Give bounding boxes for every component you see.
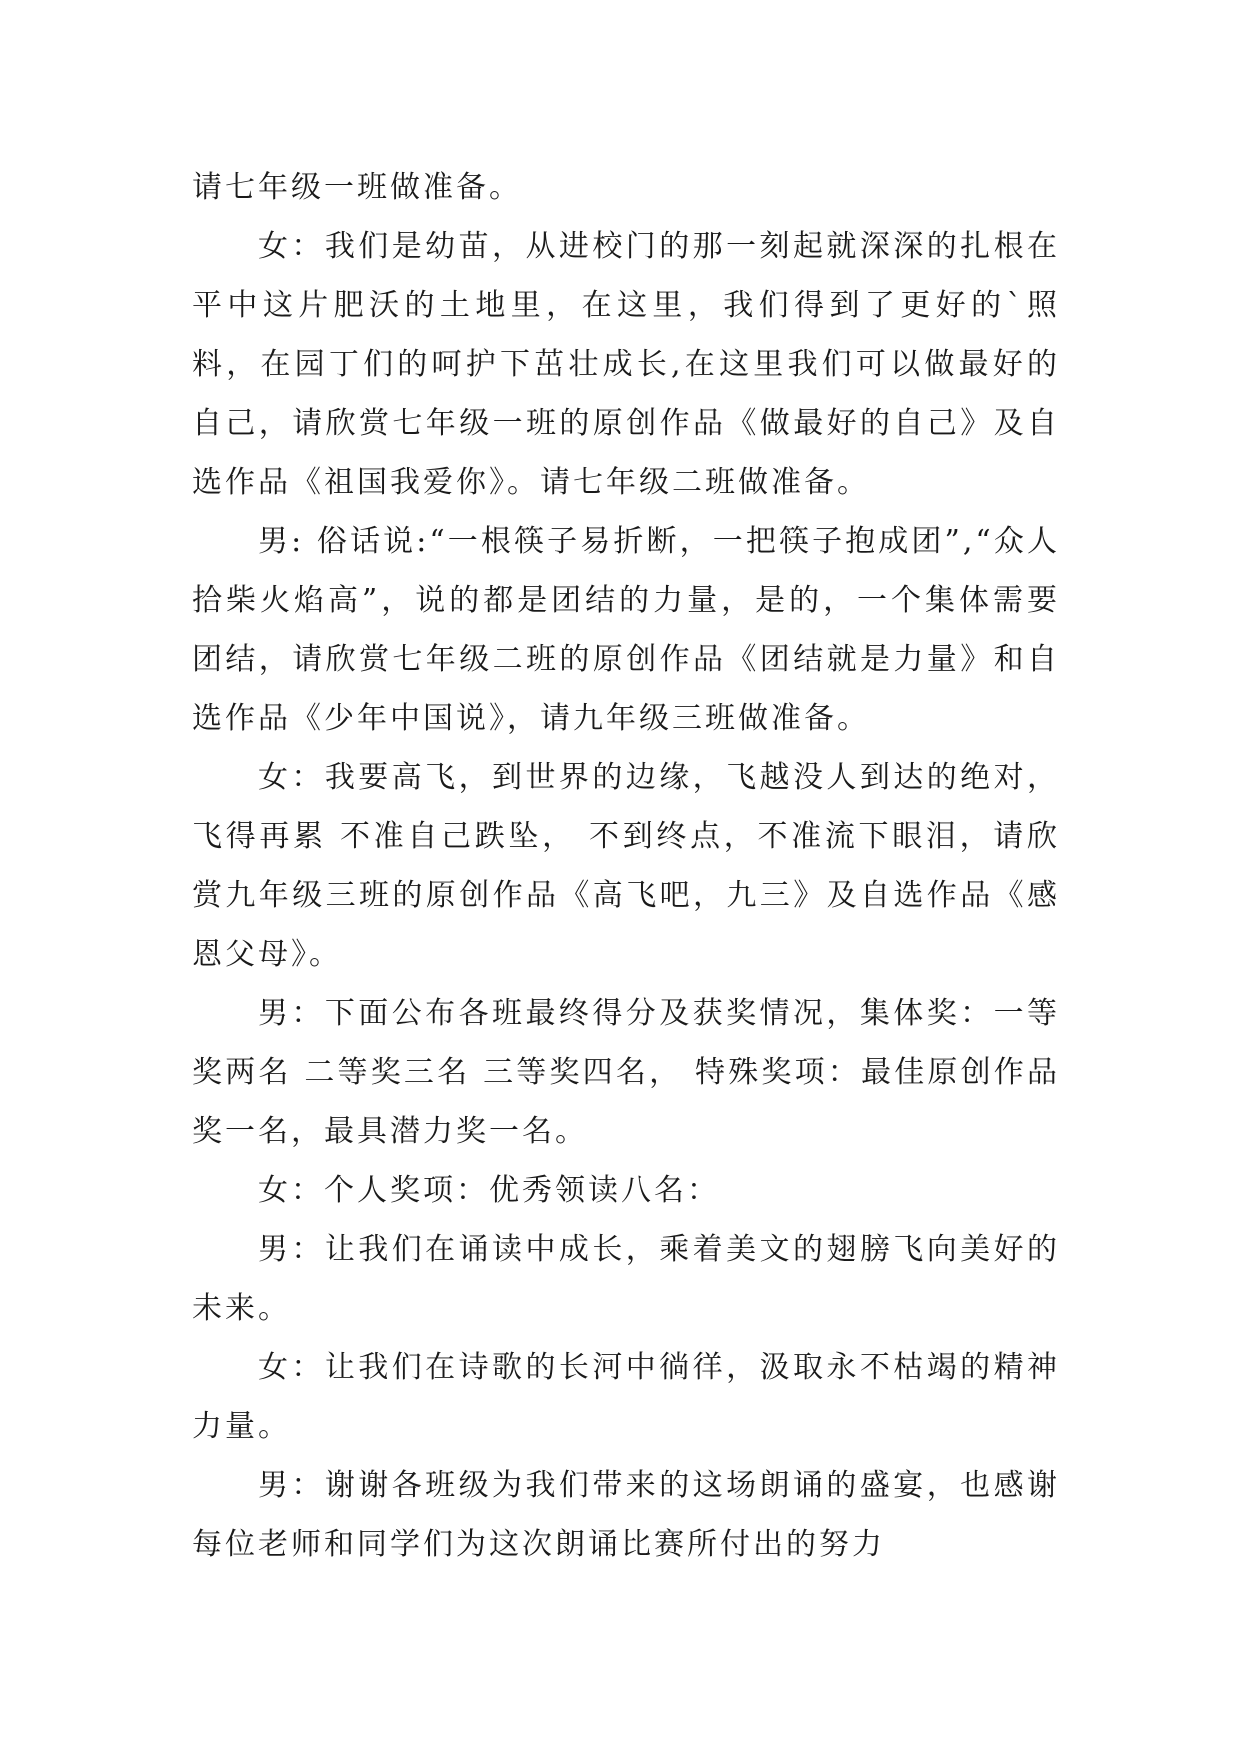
paragraph-6: 女：个人奖项：优秀领读八名： xyxy=(258,1173,720,1208)
paragraph-3: 男: 俗话说:“一根筷子易折断，一把筷子抱成团”,“众人拾柴火焰高”，说的都是团结的力量，是的，一个集体需要团结，请欣赏七年级二班的原创作品《团结就是力量》和自选作品《少年中国说》，请九年级三班做准备。 xyxy=(192,524,1060,736)
paragraph-4: 女：我要高飞，到世界的边缘，飞越没人到达的绝对，飞得再累 不准自己跌坠， 不到终点，不准流下眼泪，请欣赏九年级三班的原创作品《高飞吧，九三》及自选作品《感恩父母》。 xyxy=(192,760,1060,972)
paragraph-5: 男：下面公布各班最终得分及获奖情况，集体奖：一等奖两名 二等奖三名 三等奖四名， 特殊奖项：最佳原创作品奖一名，最具潜力奖一名。 xyxy=(192,996,1060,1149)
document-body xyxy=(192,158,1060,1574)
paragraph-1: 请七年级一班做准备。 xyxy=(192,170,522,205)
paragraph-8: 女：让我们在诗歌的长河中徜徉，汲取永不枯竭的精神力量。 xyxy=(192,1350,1060,1444)
paragraph-7: 男：让我们在诵读中成长，乘着美文的翅膀飞向美好的未来。 xyxy=(192,1232,1060,1326)
paragraph-9: 男：谢谢各班级为我们带来的这场朗诵的盛宴，也感谢每位老师和同学们为这次朗诵比赛所付出的努力 xyxy=(192,1468,1060,1562)
paragraph-2: 女：我们是幼苗，从进校门的那一刻起就深深的扎根在平中这片肥沃的土地里，在这里，我们得到了更好的`照料，在园丁们的呵护下茁壮成长,在这里我们可以做最好的自己，请欣赏七年级一班的原创作品《做最好的自己》及自选作品《祖国我爱你》。请七年级二班做准备。 xyxy=(192,229,1060,500)
